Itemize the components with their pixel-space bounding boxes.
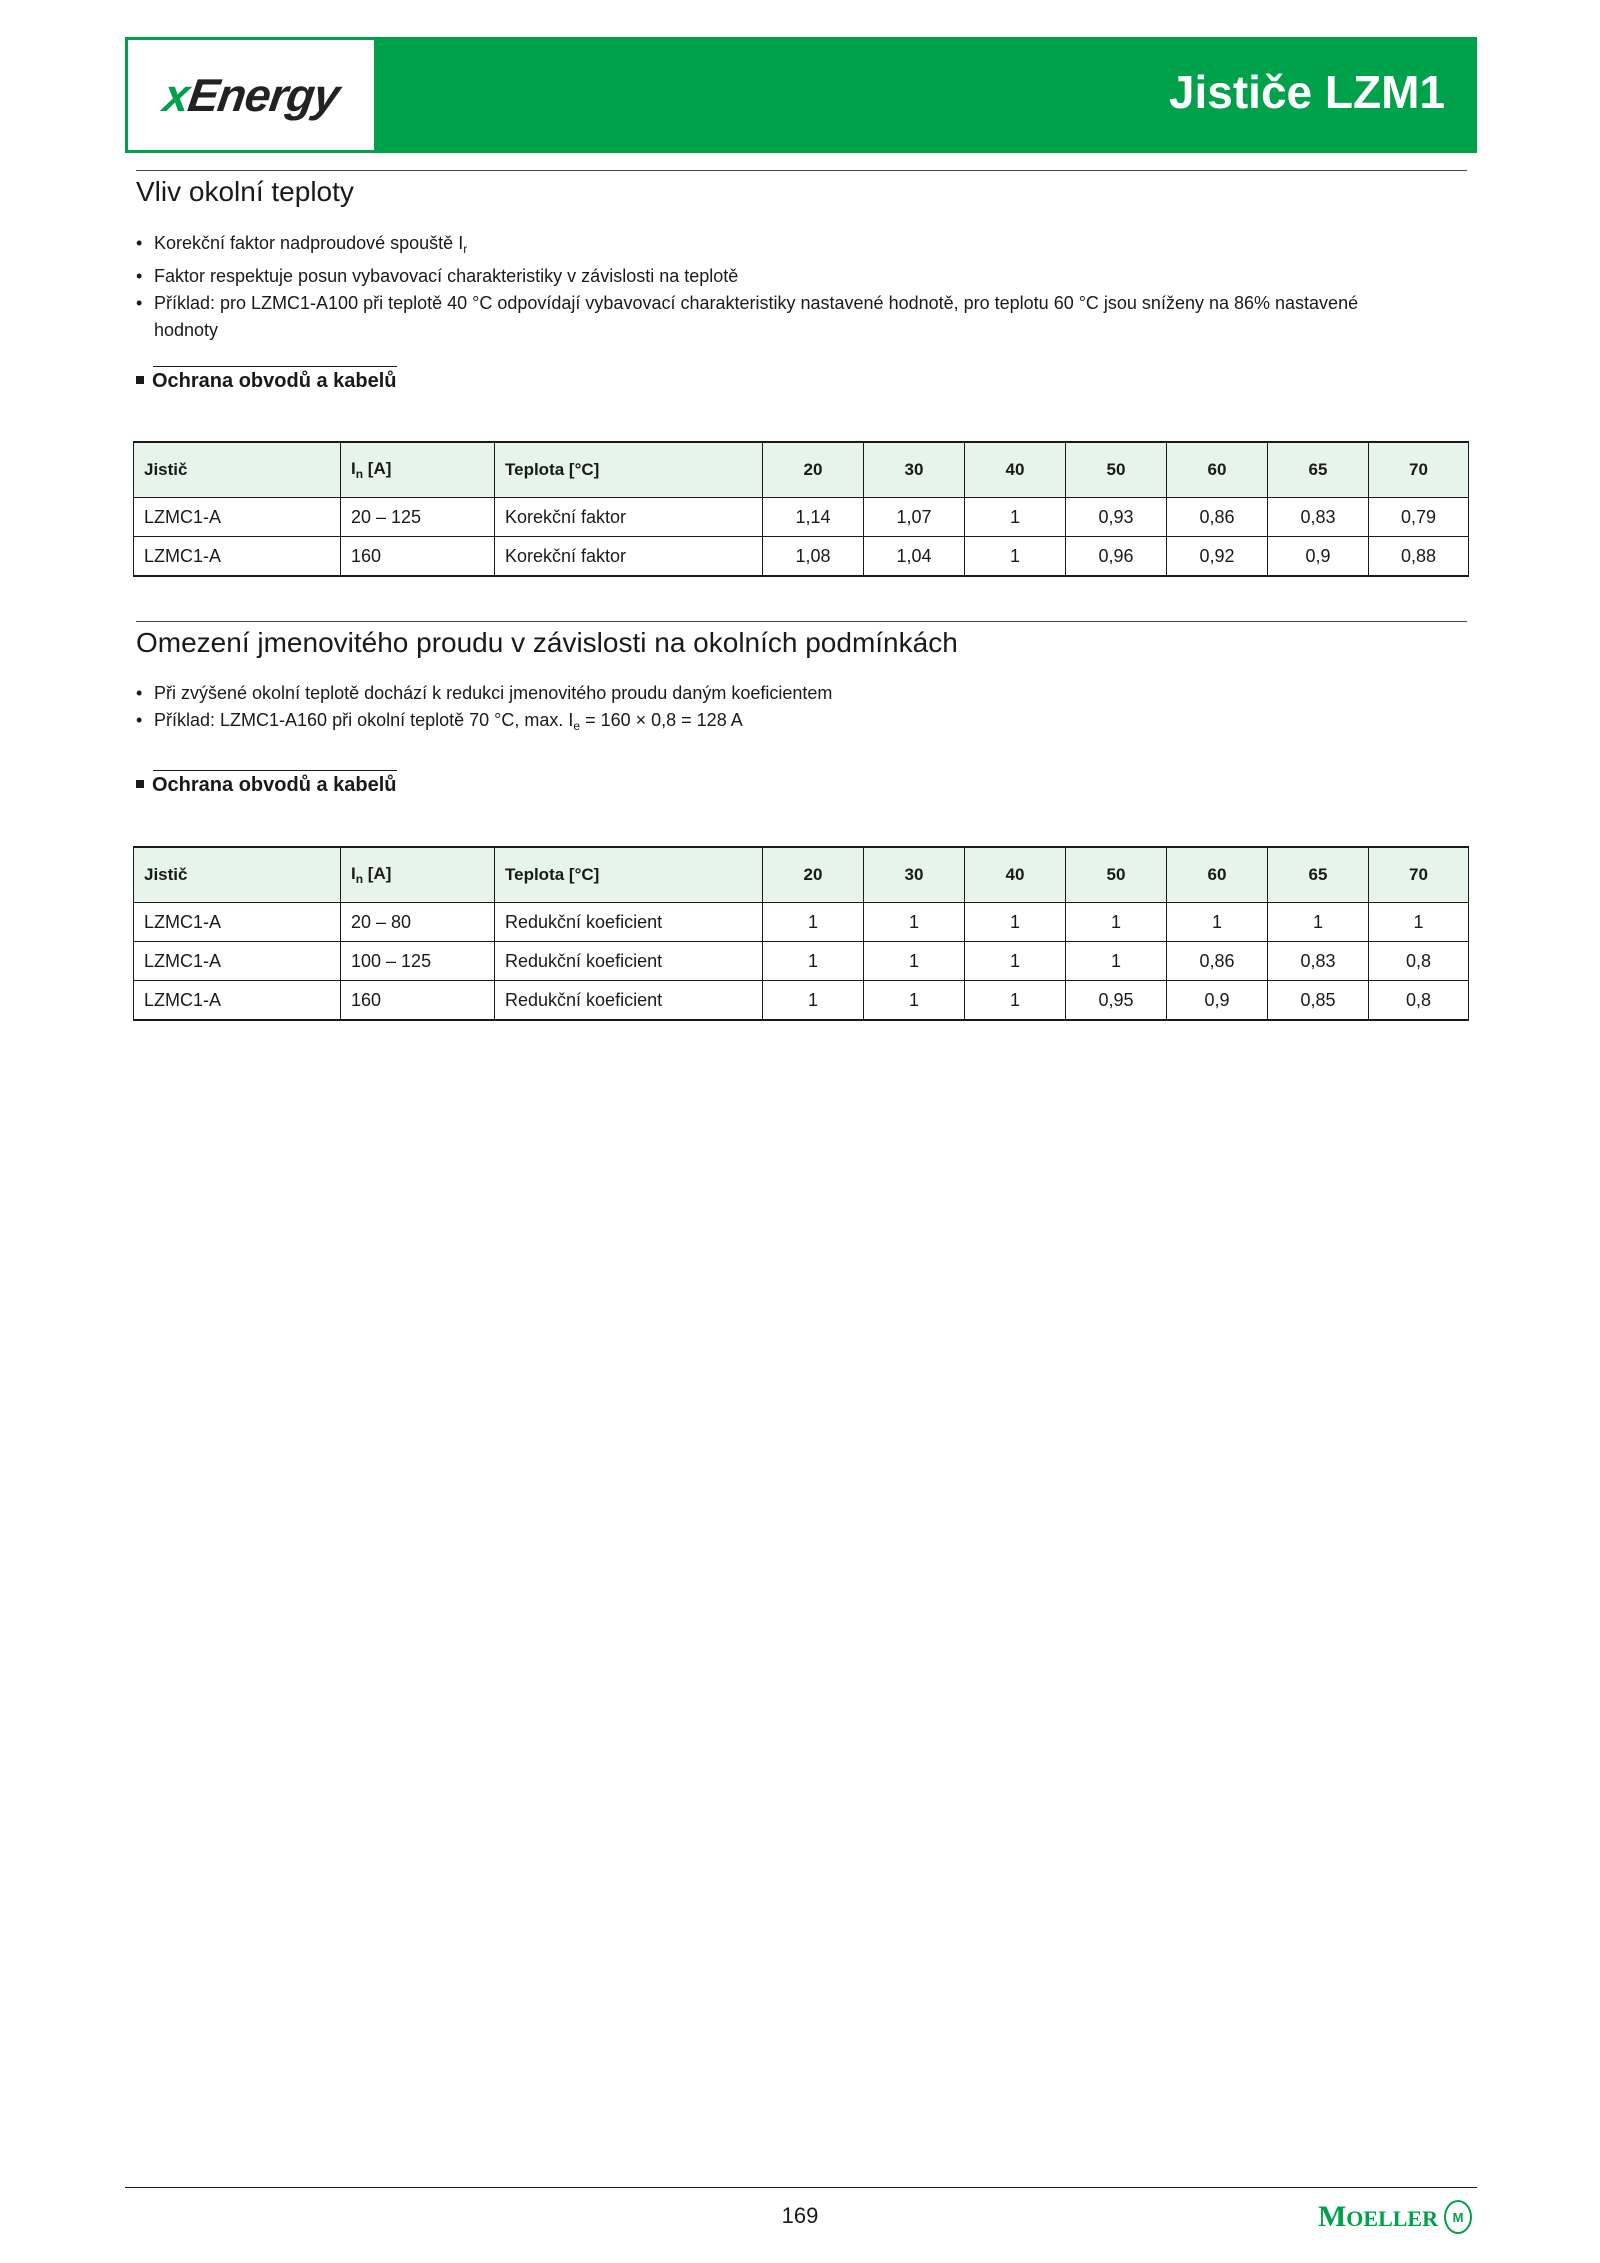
- cell-value: 1: [864, 942, 965, 981]
- cell-label: Korekční faktor: [495, 498, 763, 537]
- header-temperature: Teplota [°C]: [495, 847, 763, 903]
- cell-value: 0,86: [1167, 498, 1268, 537]
- header-temp-40: 40: [965, 847, 1066, 903]
- header-temp-20: 20: [763, 847, 864, 903]
- cell-value: 1: [965, 981, 1066, 1021]
- header-breaker: Jistič: [134, 847, 341, 903]
- table-row: [134, 981, 1469, 1021]
- section2-subheading-rule: [153, 770, 397, 771]
- cell-value: 0,83: [1268, 942, 1369, 981]
- header-temp-65: 65: [1268, 442, 1369, 498]
- xenergy-logo-text: xEnergy: [160, 69, 342, 121]
- cell-value: 0,93: [1066, 498, 1167, 537]
- cell-value: 0,85: [1268, 981, 1369, 1021]
- cell-value: 0,8: [1369, 942, 1469, 981]
- cell-breaker: LZMC1-A: [134, 903, 341, 942]
- cell-value: 1: [763, 981, 864, 1021]
- correction-factor-table: [133, 441, 1469, 577]
- cell-value: 1,08: [763, 537, 864, 577]
- moeller-mark-icon: M: [1444, 2200, 1472, 2234]
- cell-value: 0,8: [1369, 981, 1469, 1021]
- cell-value: 1: [965, 537, 1066, 577]
- section2-title: Omezení jmenovitého proudu v závislosti na okolních podmínkách: [136, 627, 958, 658]
- footer-rule: [125, 2187, 1477, 2188]
- cell-current: 20 – 80: [341, 903, 495, 942]
- cell-breaker: LZMC1-A: [134, 537, 341, 577]
- cell-value: 1: [1066, 903, 1167, 942]
- cell-value: 0,88: [1369, 537, 1469, 577]
- cell-current: 160: [341, 537, 495, 577]
- header-temp-70: 70: [1369, 847, 1469, 903]
- header-temp-20: 20: [763, 442, 864, 498]
- section2-bullets: [136, 680, 1426, 740]
- cell-value: 0,96: [1066, 537, 1167, 577]
- header-temp-50: 50: [1066, 847, 1167, 903]
- section1-subheading: Ochrana obvodů a kabelů: [136, 370, 397, 393]
- cell-value: 1: [1066, 942, 1167, 981]
- cell-value: 1: [1268, 903, 1369, 942]
- cell-value: 1: [965, 903, 1066, 942]
- cell-value: 1,14: [763, 498, 864, 537]
- table-row: [134, 537, 1469, 577]
- cell-value: 1: [864, 981, 965, 1021]
- cell-value: 1: [1167, 903, 1268, 942]
- cell-value: 0,9: [1268, 537, 1369, 577]
- section1-title: Vliv okolní teploty: [136, 176, 354, 207]
- section1-bullet-1: • Korekční faktor nadproudové spouště $I_r$: [136, 230, 1426, 263]
- cell-value: 1,07: [864, 498, 965, 537]
- header-temp-40: 40: [965, 442, 1066, 498]
- header-temp-60: 60: [1167, 442, 1268, 498]
- header-current: $I_n$ [A]: [341, 847, 495, 903]
- cell-current: 160: [341, 981, 495, 1021]
- cell-value: 1: [763, 942, 864, 981]
- section1-bullets: [136, 230, 1426, 344]
- cell-value: 0,79: [1369, 498, 1469, 537]
- cell-current: 100 – 125: [341, 942, 495, 981]
- table-row: [134, 498, 1469, 537]
- section2-subheading: Ochrana obvodů a kabelů: [136, 774, 397, 797]
- table-header-row: [134, 442, 1469, 498]
- header-temp-70: 70: [1369, 442, 1469, 498]
- header-temp-30: 30: [864, 442, 965, 498]
- cell-breaker: LZMC1-A: [134, 981, 341, 1021]
- cell-label: Korekční faktor: [495, 537, 763, 577]
- square-bullet-icon: [136, 376, 144, 384]
- section2-top-rule: [136, 621, 1467, 622]
- square-bullet-icon: [136, 780, 144, 788]
- section1-bullet-3: • Příklad: pro LZMC1-A100 při teplotě 40 °C odpovídají vybavovací charakteristiky nastavené hodnotě, pro teplotu 60 °C jsou sníženy na 86% nastavené hodnoty: [136, 290, 1426, 344]
- header-title: Jističe LZM1: [1168, 66, 1445, 118]
- header-temperature: Teplota [°C]: [495, 442, 763, 498]
- header-temp-50: 50: [1066, 442, 1167, 498]
- cell-label: Redukční koeficient: [495, 903, 763, 942]
- cell-label: Redukční koeficient: [495, 942, 763, 981]
- cell-value: 0,92: [1167, 537, 1268, 577]
- cell-value: 1,04: [864, 537, 965, 577]
- section2-bullet-1: • Při zvýšené okolní teplotě dochází k redukci jmenovitého proudu daným koeficientem: [136, 680, 1426, 707]
- cell-value: 0,9: [1167, 981, 1268, 1021]
- moeller-logo: [1318, 2200, 1472, 2234]
- header-current: $I_n$ [A]: [341, 442, 495, 498]
- cell-value: 1: [763, 903, 864, 942]
- table-row: [134, 942, 1469, 981]
- cell-value: 1: [864, 903, 965, 942]
- section1-top-rule: [136, 170, 1467, 171]
- cell-value: 1: [965, 498, 1066, 537]
- cell-value: 0,95: [1066, 981, 1167, 1021]
- header-temp-30: 30: [864, 847, 965, 903]
- page-number: 169: [781, 2203, 819, 2228]
- cell-current: 20 – 125: [341, 498, 495, 537]
- reduction-coefficient-table: [133, 846, 1469, 1021]
- moeller-logo-text: MOELLER: [1317, 2200, 1438, 2233]
- cell-value: 0,83: [1268, 498, 1369, 537]
- header-temp-60: 60: [1167, 847, 1268, 903]
- table-row: [134, 903, 1469, 942]
- header-temp-65: 65: [1268, 847, 1369, 903]
- cell-value: 0,86: [1167, 942, 1268, 981]
- section1-bullet-2: • Faktor respektuje posun vybavovací charakteristiky v závislosti na teplotě: [136, 263, 1426, 290]
- cell-value: 1: [965, 942, 1066, 981]
- cell-breaker: LZMC1-A: [134, 942, 341, 981]
- xenergy-logo: [128, 40, 374, 150]
- table-header-row: [134, 847, 1469, 903]
- cell-label: Redukční koeficient: [495, 981, 763, 1021]
- header-breaker: Jistič: [134, 442, 341, 498]
- cell-value: 1: [1369, 903, 1469, 942]
- section2-bullet-2: • Příklad: LZMC1-A160 při okolní teplotě 70 °C, max. $I_e = 160 \times 0,8 = 128$ A: [136, 707, 1426, 740]
- section1-subheading-rule: [153, 366, 397, 367]
- cell-breaker: LZMC1-A: [134, 498, 341, 537]
- page-header: [125, 37, 1477, 153]
